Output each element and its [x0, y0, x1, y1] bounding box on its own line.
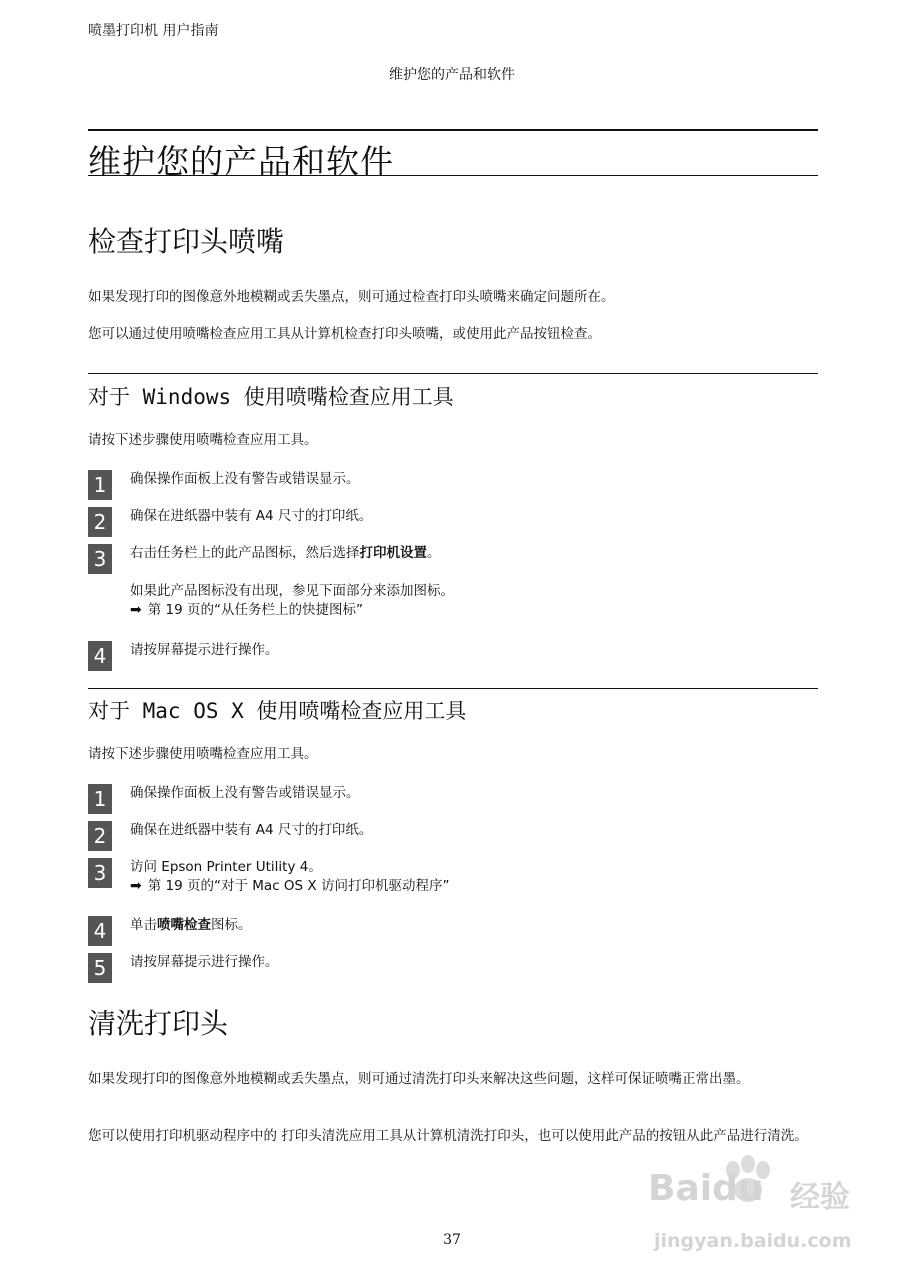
step-text: [130, 916, 252, 934]
step-number: 4: [88, 641, 112, 671]
running-header: 喷墨打印机 用户指南: [88, 23, 219, 39]
cross-reference-text: 第 19 页的“对于 Mac OS X 访问打印机驱动程序”: [147, 878, 450, 894]
baidu-watermark: [640, 1150, 870, 1275]
step-text-bold: 打印机设置: [359, 545, 427, 561]
step-text: 确保在进纸器中装有 A4 尺寸的打印纸。: [130, 508, 373, 524]
step-item: [88, 916, 818, 946]
step-item: [88, 507, 818, 537]
chapter-rule-top: [88, 129, 818, 131]
step-number: 5: [88, 953, 112, 983]
heading-mac: 对于 Mac OS X 使用喷嘴检查应用工具: [88, 699, 467, 723]
step-number: 1: [88, 784, 112, 814]
step-number: 3: [88, 544, 112, 574]
step-number: 4: [88, 916, 112, 946]
paragraph: 如果发现打印的图像意外地模糊或丢失墨点，则可通过检查打印头喷嘴来确定问题所在。: [88, 289, 615, 305]
step-text-bold: 喷嘴检查: [157, 917, 211, 933]
watermark-logo-cn: 经验: [790, 1180, 850, 1215]
step-text: [130, 544, 441, 562]
step-text-part: 单击: [130, 917, 157, 933]
section-rule: [88, 373, 818, 374]
step-item: [88, 784, 818, 814]
right-arrow-icon: ➡: [130, 602, 142, 618]
cross-reference-link[interactable]: [130, 877, 449, 895]
step-text: 访问 Epson Printer Utility 4。: [130, 859, 322, 875]
step-text: 确保在进纸器中装有 A4 尺寸的打印纸。: [130, 822, 373, 838]
step-text: 请按屏幕提示进行操作。: [130, 642, 279, 658]
heading-check-nozzles: 检查打印头喷嘴: [88, 225, 285, 258]
right-arrow-icon: ➡: [130, 878, 142, 894]
step-item: [88, 953, 818, 983]
paragraph: 如果发现打印的图像意外地模糊或丢失墨点，则可通过清洗打印头来解决这些问题，这样可保证喷嘴正常出墨。: [88, 1071, 750, 1087]
step-text-part: 图标。: [211, 917, 252, 933]
step-number: 2: [88, 821, 112, 851]
step-item: [88, 821, 818, 851]
section-header: 维护您的产品和软件: [389, 67, 515, 83]
paragraph: 请按下述步骤使用喷嘴检查应用工具。: [88, 746, 318, 762]
step-number: 2: [88, 507, 112, 537]
step-item: [88, 641, 818, 671]
paragraph: 您可以使用打印机驱动程序中的 打印头清洗应用工具从计算机清洗打印头，也可以使用此产品的按钮从此产品进行清洗。: [88, 1128, 808, 1144]
section-rule: [88, 688, 818, 689]
step-text: 请按屏幕提示进行操作。: [130, 954, 279, 970]
step-text-part: 。: [427, 545, 441, 561]
chapter-title: 维护您的产品和软件: [88, 142, 394, 181]
step-text: 确保操作面板上没有警告或错误显示。: [130, 785, 360, 801]
paragraph: 您可以通过使用喷嘴检查应用工具从计算机检查打印头喷嘴，或使用此产品按钮检查。: [88, 326, 601, 342]
step-item: [88, 470, 818, 500]
heading-cleaning: 清洗打印头: [88, 1007, 229, 1040]
step-item: [88, 544, 818, 574]
chapter-rule-bottom: [88, 175, 818, 176]
step-text: 确保操作面板上没有警告或错误显示。: [130, 471, 360, 487]
cross-reference-link[interactable]: [130, 601, 363, 619]
heading-windows: 对于 Windows 使用喷嘴检查应用工具: [88, 385, 454, 409]
watermark-url: jingyan.baidu.com: [654, 1230, 852, 1252]
step-text-part: 右击任务栏上的此产品图标，然后选择: [130, 545, 360, 561]
page-number: 37: [443, 1232, 461, 1248]
note-text: 如果此产品图标没有出现，参见下面部分来添加图标。: [130, 583, 454, 599]
cross-reference-text: 第 19 页的“从任务栏上的快捷图标”: [147, 602, 363, 618]
step-number: 1: [88, 470, 112, 500]
step-number: 3: [88, 858, 112, 888]
paragraph: 请按下述步骤使用喷嘴检查应用工具。: [88, 432, 318, 448]
watermark-logo: Baidu: [648, 1168, 764, 1209]
